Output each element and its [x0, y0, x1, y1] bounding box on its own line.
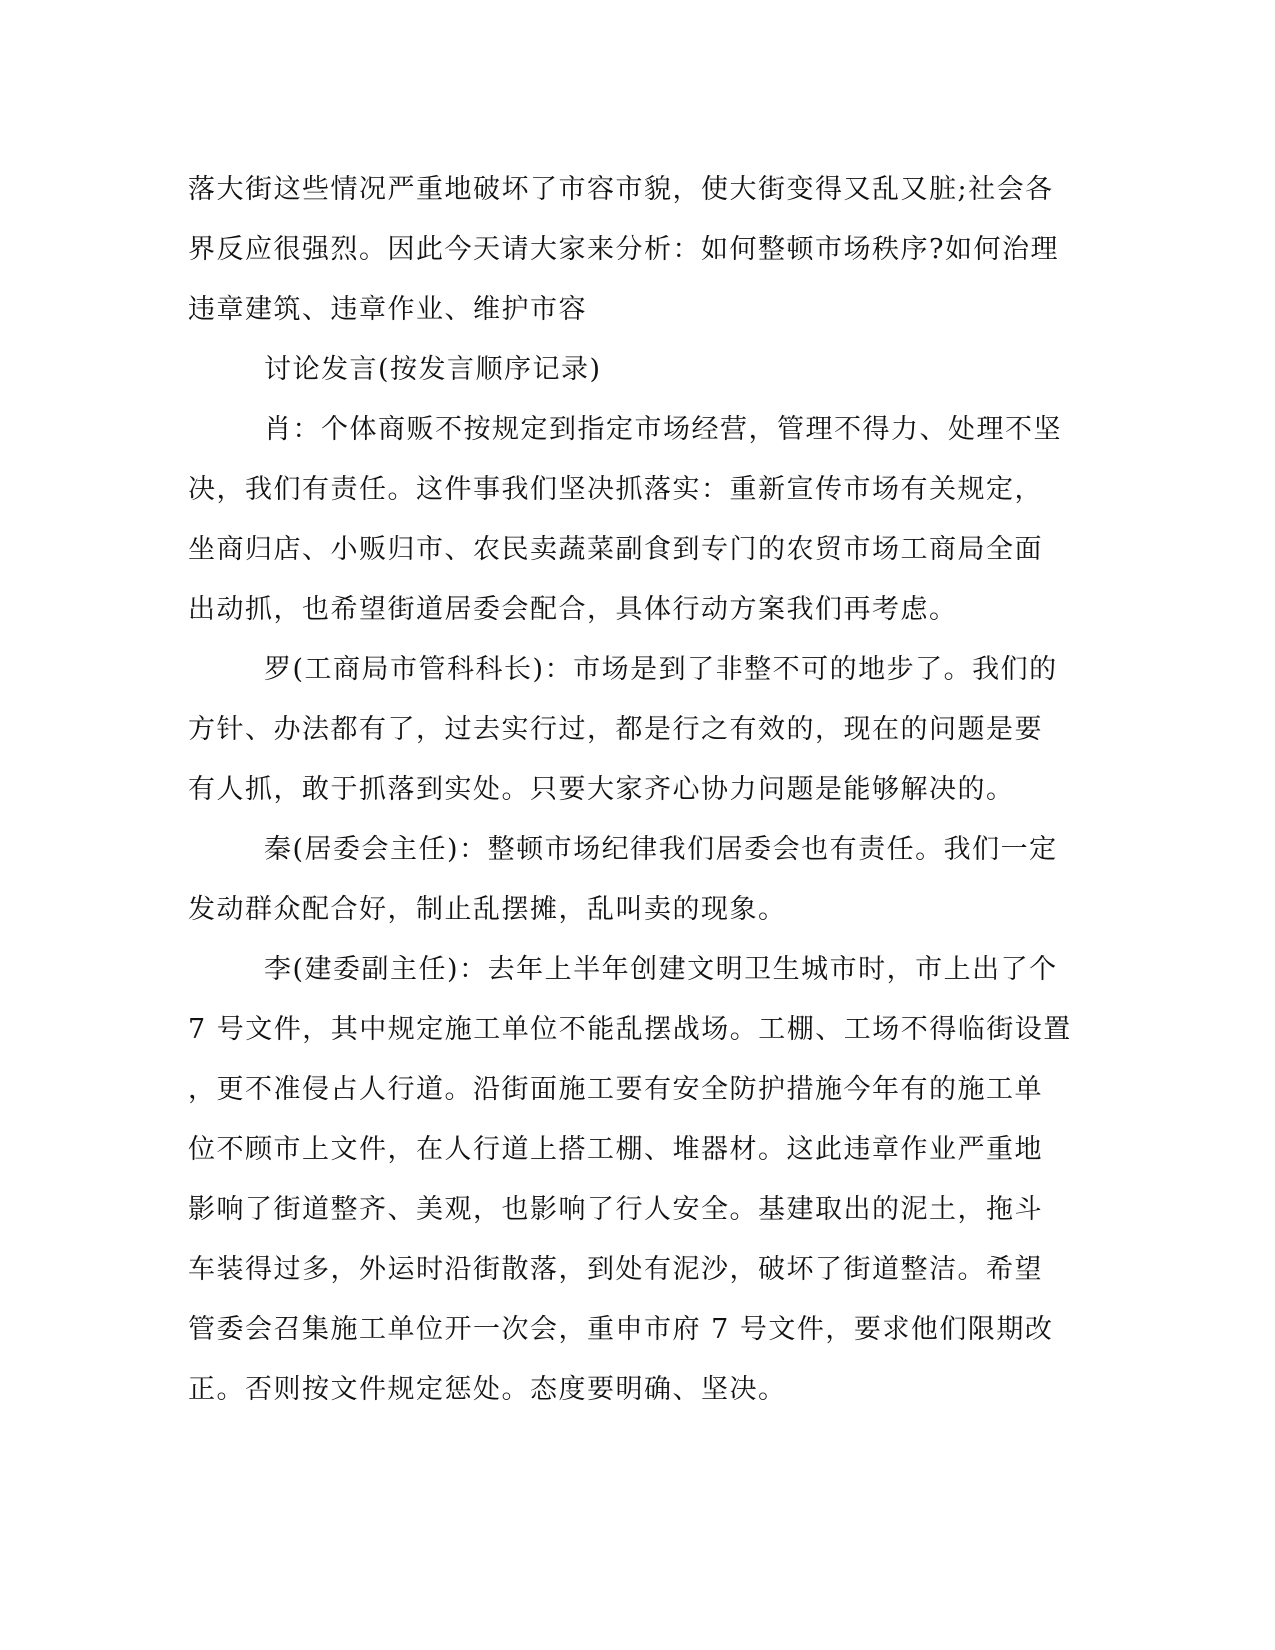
text-line: 方针、办法都有了，过去实行过，都是行之有效的，现在的问题是要: [188, 714, 1043, 745]
text-line: 管委会召集施工单位开一次会，重申市府 7 号文件，要求他们限期改: [188, 1314, 1054, 1345]
text-line: 肖：个体商贩不按规定到指定市场经营，管理不得力、处理不坚: [264, 414, 1062, 445]
paragraph-heading: [188, 340, 1088, 400]
section-heading: 讨论发言(按发言顺序记录): [264, 354, 602, 385]
text-line: 影响了街道整齐、美观，也影响了行人安全。基建取出的泥土，拖斗: [188, 1194, 1043, 1225]
text-line: 界反应很强烈。因此今天请大家来分析：如何整顿市场秩序?如何治理: [188, 234, 1059, 265]
text-line: 出动抓，也希望街道居委会配合，具体行动方案我们再考虑。: [188, 594, 958, 625]
text-line: ，更不准侵占人行道。沿街面施工要有安全防护措施今年有的施工单: [188, 1074, 1043, 1105]
text-line: 有人抓，敢于抓落到实处。只要大家齐心协力问题是能够解决的。: [188, 774, 1015, 805]
paragraph-speaker-luo: [188, 640, 1088, 820]
text-line: 罗(工商局市管科科长)：市场是到了非整不可的地步了。我们的: [264, 654, 1058, 685]
text-line: 李(建委副主任)：去年上半年创建文明卫生城市时，市上出了个: [264, 954, 1058, 985]
paragraph-speaker-xiao: [188, 400, 1088, 640]
text-line: 秦(居委会主任)：整顿市场纪律我们居委会也有责任。我们一定: [264, 834, 1058, 865]
text-line: 位不顾市上文件，在人行道上搭工棚、堆器材。这此违章作业严重地: [188, 1134, 1043, 1165]
paragraph-speaker-qin: [188, 820, 1088, 940]
paragraph-intro: [188, 160, 1088, 340]
document-body: [188, 160, 1088, 1420]
text-line: 违章建筑、违章作业、维护市容: [188, 294, 587, 325]
text-line: 正。否则按文件规定惩处。态度要明确、坚决。: [188, 1374, 787, 1405]
text-line: 决，我们有责任。这件事我们坚决抓落实：重新宣传市场有关规定，: [188, 474, 1043, 505]
text-line: 车装得过多，外运时沿街散落，到处有泥沙，破坏了街道整洁。希望: [188, 1254, 1043, 1285]
text-line: 落大街这些情况严重地破坏了市容市貌，使大街变得又乱又脏;社会各: [188, 174, 1054, 205]
text-line: 发动群众配合好，制止乱摆摊，乱叫卖的现象。: [188, 894, 787, 925]
text-line: 7 号文件，其中规定施工单位不能乱摆战场。工棚、工场不得临街设置: [188, 1014, 1072, 1045]
paragraph-speaker-li: [188, 940, 1088, 1420]
text-line: 坐商归店、小贩归市、农民卖蔬菜副食到专门的农贸市场工商局全面: [188, 534, 1043, 565]
